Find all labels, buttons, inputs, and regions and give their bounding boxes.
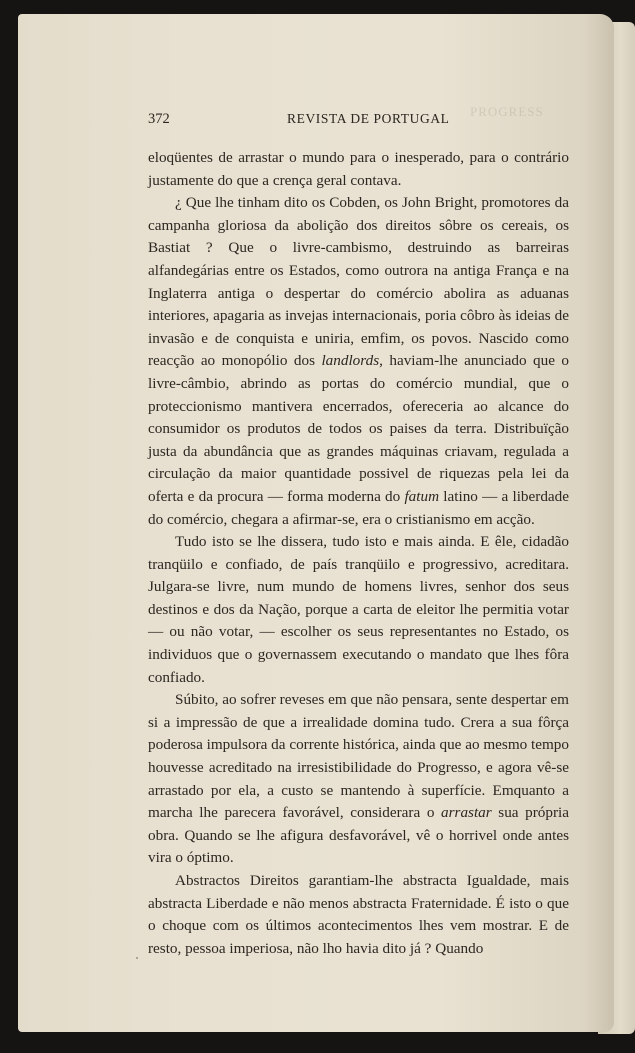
paragraph-3: Tudo isto se lhe dissera, tudo isto e mais ainda. E êle, cidadão tranqüilo e confiado, de país tranqüilo e progressivo, acreditara. Julgara-se livre, num mundo de homens livres, senhor dos seus destinos e dos da Nação, porque a carta de eleitor lhe permitia votar — ou não votar, — escolher os seus representantes no Estado, os individuos que o governassem executando o mandato que lhes fôra confiado. [148,533,569,686]
paragraph-4: Súbito, ao sofrer reveses em que não pensara, sente despertar em si a impressão de que a irrealidade domina tudo. Crera a sua fôrça poderosa impulsora da corrente histórica, ainda que ao mesmo tempo houvesse acreditado na irresistibilidade do Progresso, e agora vê-se arrastado por ela, a custo se mantendo à superfície. Emquanto a marcha lhe parecera favorável, considerara o arrastar sua própria obra. Quando se lhe afigura desfavorável, vê o horrivel onde antes vira o óptimo. [148,691,570,867]
paragraph-5: Abstractos Direitos garantiam-lhe abstracta Igualdade, mais abstracta Liberdade e não menos abstracta Fraternidade. É isto o que o choque com os últimos acontecimentos lhes vem mostrar. E de resto, pessoa imperiosa, não lho havia dito já ? Quando [148,872,569,957]
paragraph-1: eloqüentes de arrastar o mundo para o inesperado, para o contrário justamente do que a crença geral contava. [148,149,569,189]
page-number: 372 [148,111,170,127]
paragraph-2: ¿ Que lhe tinham dito os Cobden, os John Bright, promotores da campanha gloriosa da abolição dos direitos sôbre os cereais, os Bastiat ? Que o livre-cambismo, destruindo as barreiras alfandegárias entre os Estados, como outrora na antiga França e na Inglaterra antiga o despertar do comércio abolira as aduanas interiores, apagaria as invejas internacionais, poria côbro às ideias de invasão e de conquista e uniria, emfim, os povos. Nascido como reacção ao monopólio dos landlords, haviam-lhe anunciado que o livre-câmbio, abrindo as portas do comércio mundial, que o proteccionismo mantivera encerrados, ofereceria ao alcance do consumidor os produtos de todos os paises da terra. Distribuïção justa da abundância que as grandes máquinas criavam, regulada a circulação da maior quantidade possivel de riquezas pela lei da oferta e da procura — forma moderna do fatum latino — a liberdade do comércio, chegara a afirmar-se, era o cristianismo em acção. [148,194,570,528]
show-through-text: PROGRESS [470,104,544,119]
page-header [148,111,588,131]
body-text [148,147,569,960]
paper-speck [136,957,138,959]
running-title: REVISTA DE PORTUGAL [287,111,450,126]
